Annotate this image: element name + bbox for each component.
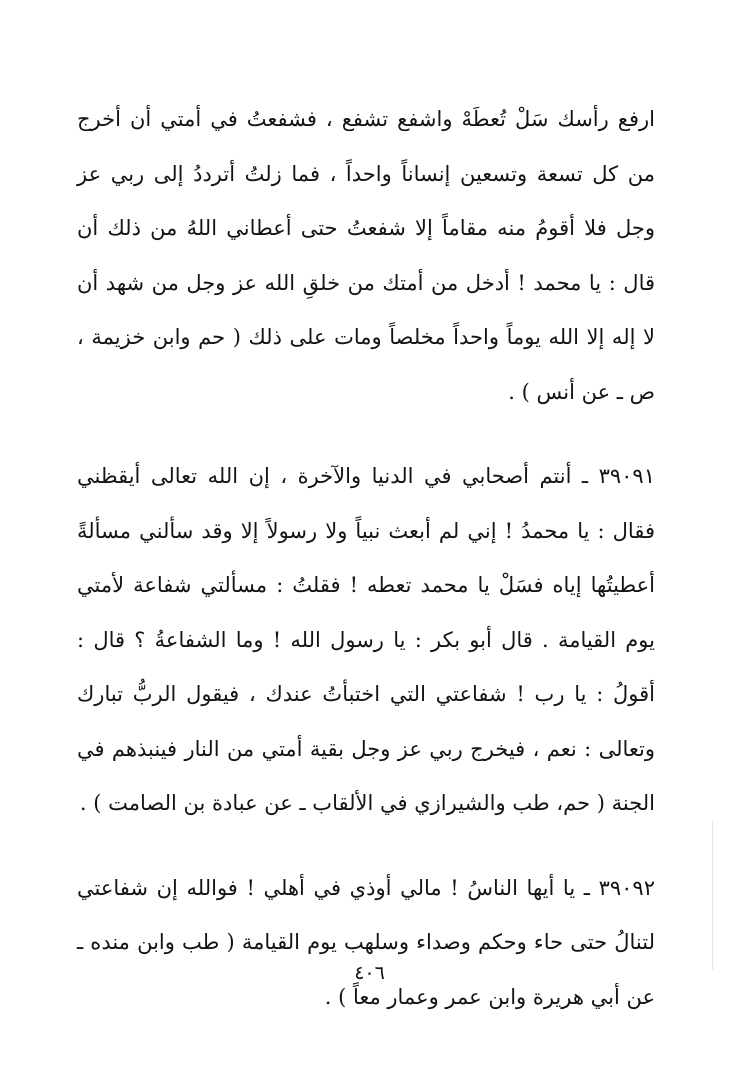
hadith-39091-paragraph: ٣٩٠٩١ ـ أنتم أصحابي في الدنيا والآخرة ، إن الله تعالى أيقظني فقال : يا محمدُ ! إني لم أبعث نبياً ولا رسولاً إلا وقد سألني مسألةً أعطيتُها إياه فسَلْ يا محمد تعطه ! فقلتُ : مسألتي شفاعة لأمتي يوم القيامة . قال أبو بكر : يا رسول الله ! وما الشفاعةُ ؟ قال : أقولُ : يا رب ! شفاعتي التي اختبأتُ عندك ، فيقول الربُّ تبارك وتعالى : نعم ، فيخرج ربي عز وجل بقية أمتي من النار فينبذهم في الجنة ( حم، طب والشيرازي في الألقاب ـ عن عبادة بن الصامت ) . [77, 464, 655, 815]
page-body [77, 92, 655, 1024]
page-number: ٤٠٦ [354, 962, 385, 984]
page-edge-line [712, 820, 713, 970]
hadith-continuation-paragraph: ارفع رأسك سَلْ تُعطَهْ واشفع تشفع ، فشفعتُ في أمتي أن أخرج من كل تسعة وتسعين إنساناً واحداً ، فما زلتُ أترددُ إلى ربي عز وجل فلا أقومُ منه مقاماً إلا شفعتُ حتى أعطاني اللهُ من ذلك أن قال : يا محمد ! أدخل من أمتك من خلقِ الله عز وجل من شهد أن لا إله إلا الله يوماً واحداً مخلصاً ومات على ذلك ( حم وابن خزيمة ، ص ـ عن أنس ) . [77, 107, 655, 404]
hadith-39092-paragraph: ٣٩٠٩٢ ـ يا أيها الناسُ ! مالي أوذي في أهلي ! فوالله إن شفاعتي لتنالُ حتى حاء وحكم وصداء وسلهب يوم القيامة ( طب وابن منده ـ عن أبي هريرة وابن عمر وعمار معاً ) . [77, 875, 655, 1009]
